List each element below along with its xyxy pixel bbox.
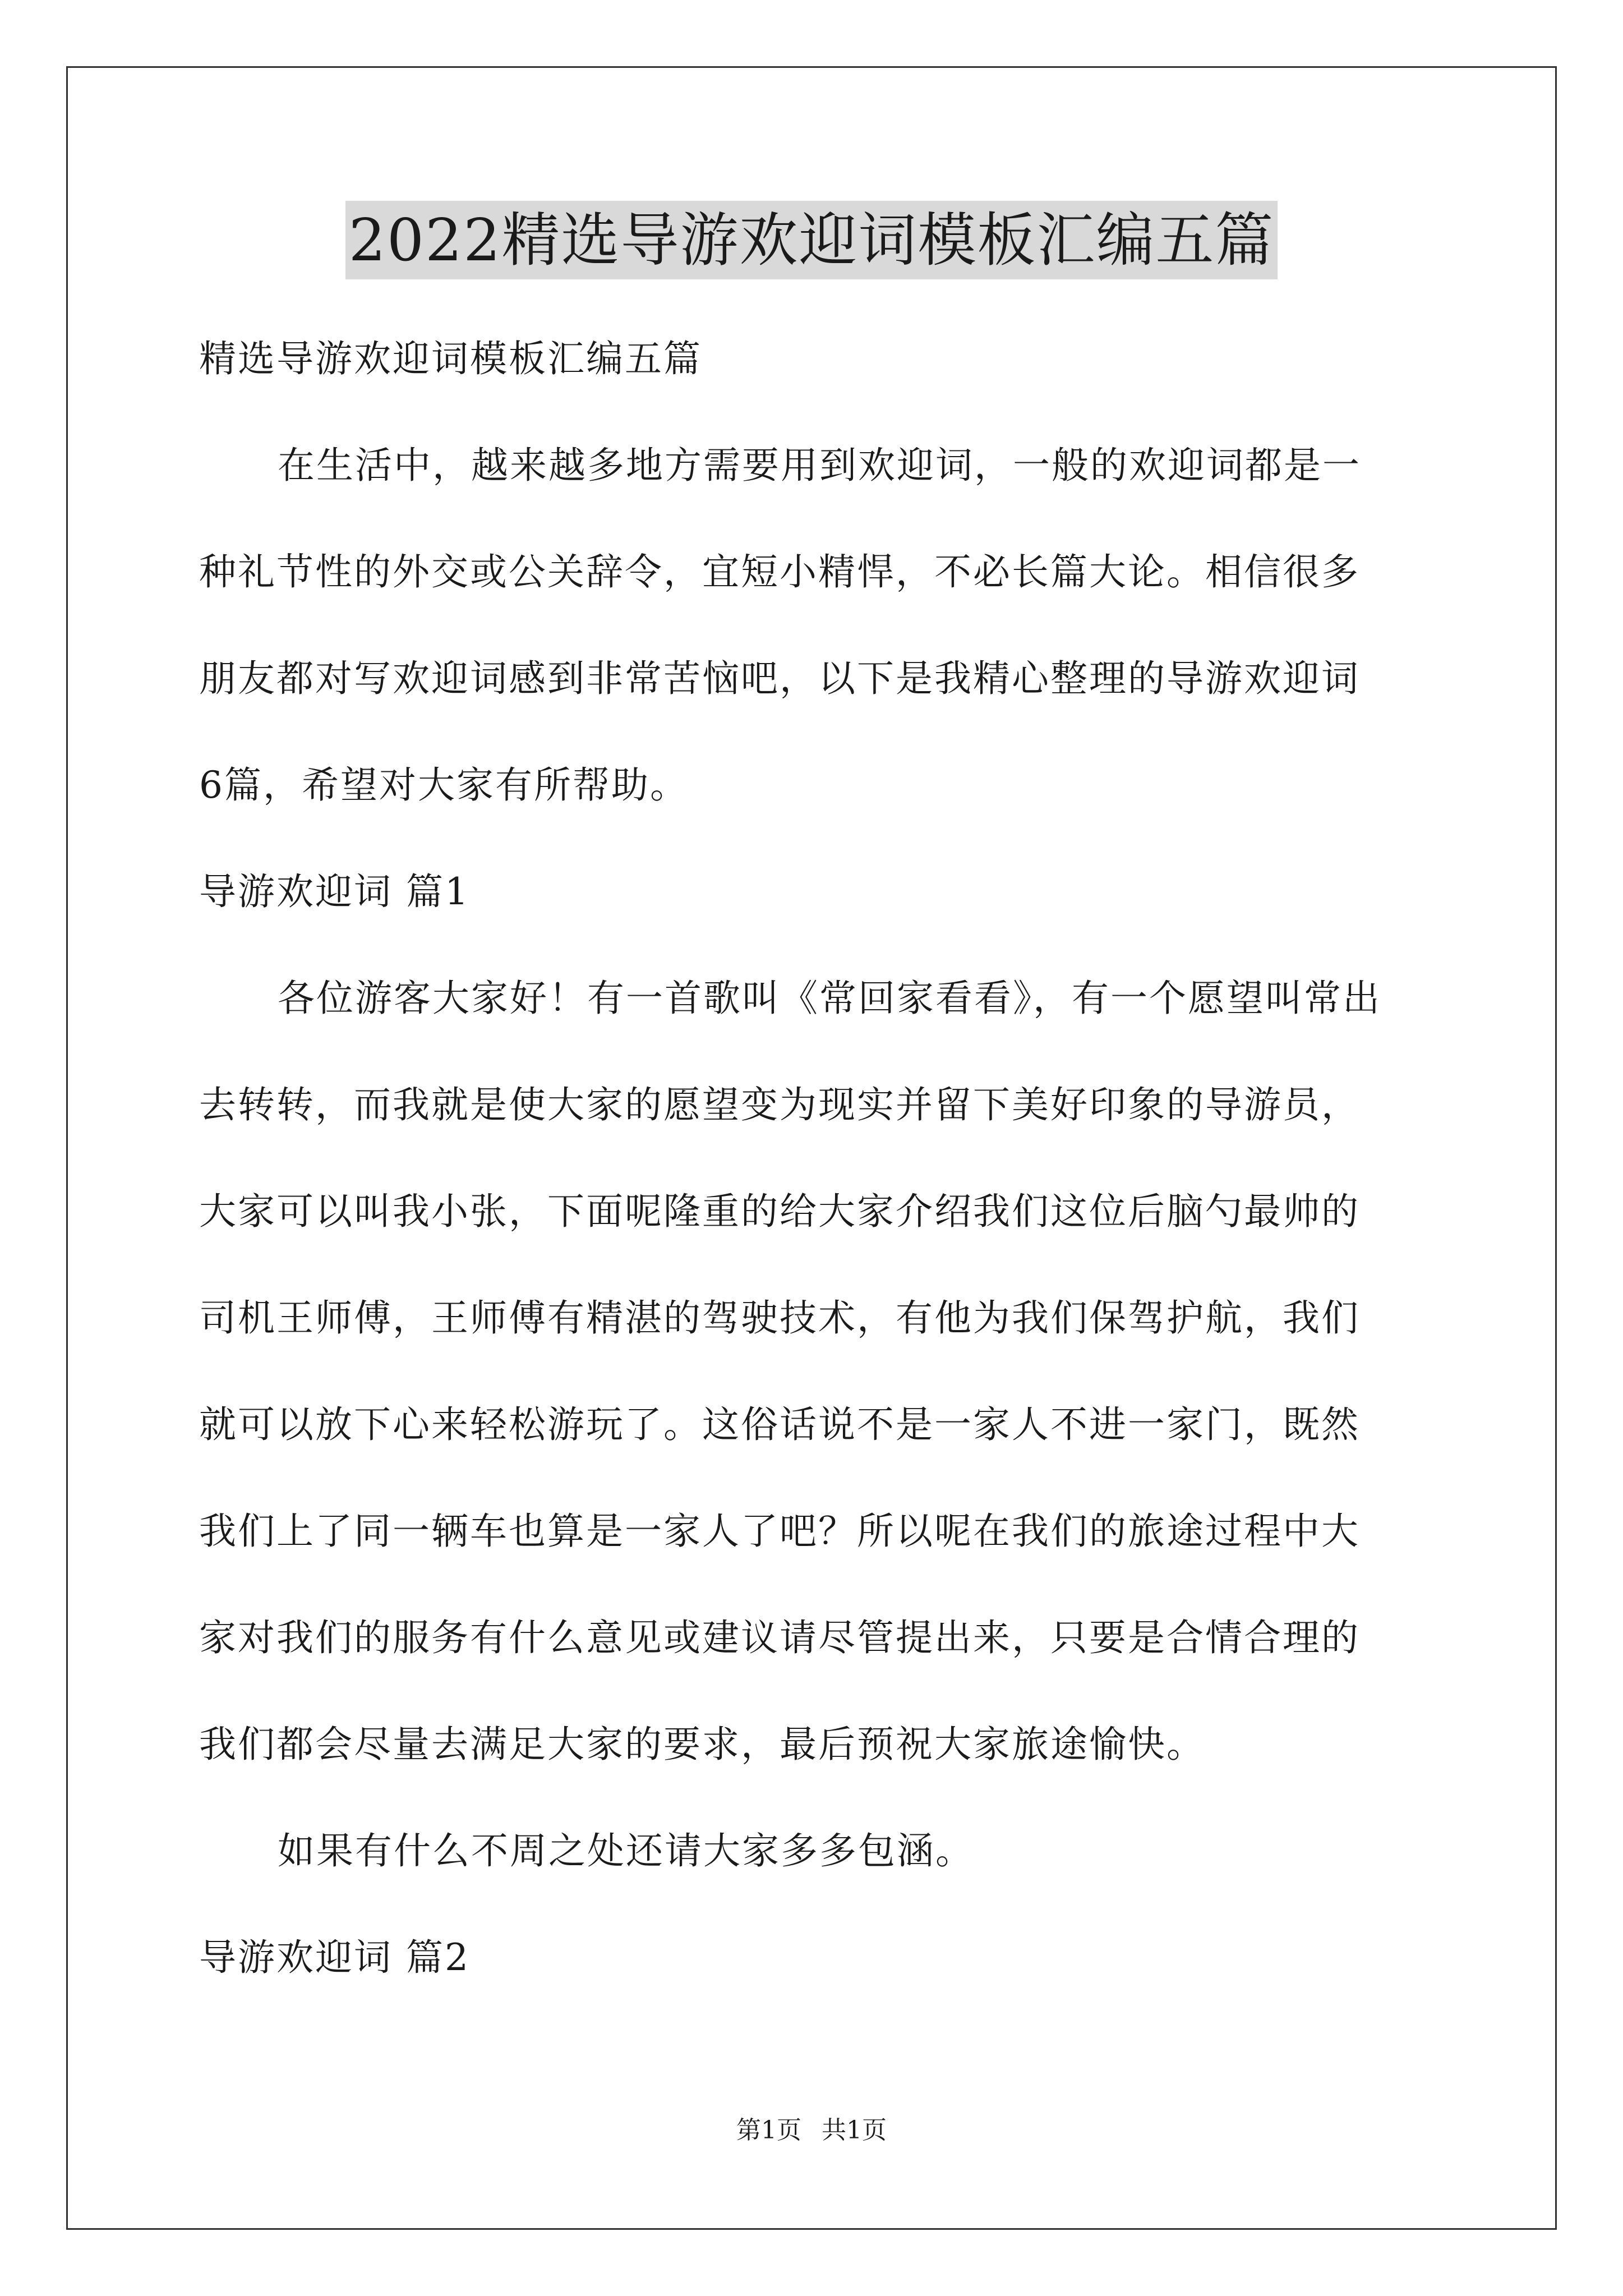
section1-line: 家对我们的服务有什么意见或建议请尽管提出来，只要是合情合理的: [199, 1616, 1360, 1659]
intro-line: 朋友都对写欢迎词感到非常苦恼吧，以下是我精心整理的导游欢迎词: [199, 657, 1360, 700]
intro-line: 种礼节性的外交或公关辞令，宜短小精悍，不必长篇大论。相信很多: [199, 550, 1360, 593]
section1-line: 我们都会尽量去满足大家的要求，最后预祝大家旅途愉快。: [199, 1723, 1205, 1766]
page-number: 第1页: [736, 2116, 801, 2145]
section-heading-1: 导游欢迎词 篇1: [199, 870, 470, 913]
document-title: 2022精选导游欢迎词模板汇编五篇: [345, 201, 1278, 279]
document-body: [199, 306, 1433, 2011]
section1-line: 去转转，而我就是使大家的愿望变为现实并留下美好印象的导游员，: [199, 1083, 1360, 1126]
section1-line: 我们上了同一辆车也算是一家人了吧？所以呢在我们的旅途过程中大: [199, 1510, 1360, 1553]
section1-line: 司机王师傅，王师傅有精湛的驾驶技术，有他为我们保驾护航，我们: [199, 1296, 1360, 1340]
document-subtitle: 精选导游欢迎词模板汇编五篇: [199, 337, 702, 380]
section1-line: 大家可以叫我小张，下面呢隆重的给大家介绍我们这位后脑勺最帅的: [199, 1190, 1360, 1233]
section1-closing: 如果有什么不周之处还请大家多多包涵。: [278, 1829, 974, 1872]
page-footer: [0, 2114, 1623, 2147]
intro-line: 在生活中，越来越多地方需要用到欢迎词，一般的欢迎词都是一: [278, 444, 1361, 487]
section1-line: 就可以放下心来轻松游玩了。这俗话说不是一家人不进一家门，既然: [199, 1403, 1360, 1446]
title-container: [0, 201, 1623, 279]
section-heading-2: 导游欢迎词 篇2: [199, 1936, 470, 1979]
intro-line: 6篇，希望对大家有所帮助。: [199, 763, 689, 807]
section1-line: 各位游客大家好！有一首歌叫《常回家看看》，有一个愿望叫常出: [278, 977, 1381, 1020]
page-total: 共1页: [822, 2116, 887, 2145]
